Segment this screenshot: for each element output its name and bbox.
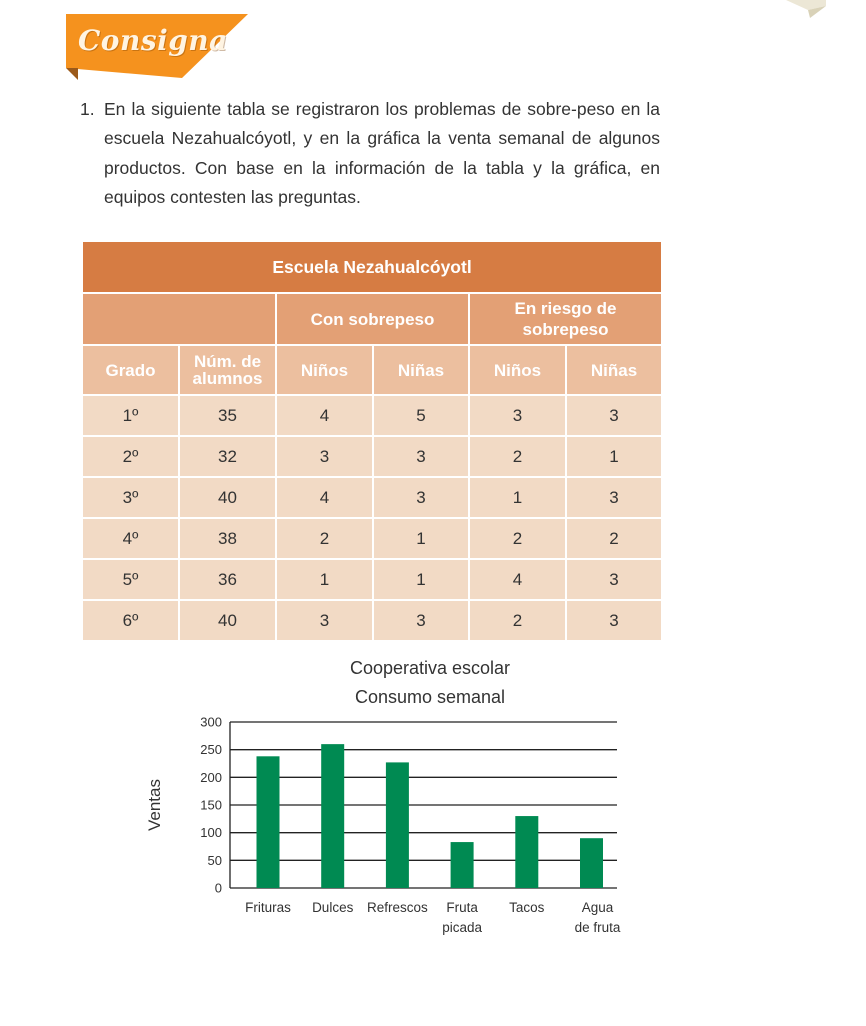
column-header-girls-risk: Niñas	[566, 345, 662, 395]
x-tick-label: Refrescos	[367, 900, 428, 915]
table-cell: 3	[373, 436, 469, 477]
table-cell: 2	[469, 600, 566, 641]
overweight-table	[81, 240, 663, 642]
table-cell: 5º	[82, 559, 179, 600]
chart-subtitle: Consumo semanal	[354, 687, 506, 707]
table-cell: 32	[179, 436, 276, 477]
column-header-boys-overweight: Niños	[276, 345, 373, 395]
table-cell: 2	[276, 518, 373, 559]
x-tick-label: Frituras	[245, 900, 291, 915]
bar	[515, 816, 538, 888]
y-tick-label: 100	[200, 825, 222, 841]
chart-title: Cooperativa escolar	[349, 658, 511, 678]
x-tick-label: Fruta	[446, 900, 478, 915]
page-corner-decoration	[786, 0, 826, 18]
table-cell: 3	[276, 600, 373, 641]
bar	[321, 744, 344, 888]
bar	[580, 838, 603, 888]
table-row	[82, 559, 662, 600]
banner-label: Consigna	[78, 24, 228, 57]
table-cell: 38	[179, 518, 276, 559]
y-tick-label: 150	[200, 797, 222, 813]
table-cell: 1	[469, 477, 566, 518]
table-cell: 36	[179, 559, 276, 600]
table-cell: 4º	[82, 518, 179, 559]
bar	[451, 842, 474, 888]
table-cell: 3	[566, 395, 662, 436]
y-tick-label: 250	[200, 742, 222, 758]
column-header-boys-risk: Niños	[469, 345, 566, 395]
x-tick-label: picada	[442, 920, 482, 935]
column-header-girls-overweight: Niñas	[373, 345, 469, 395]
bar	[257, 756, 280, 888]
x-tick-label: Dulces	[312, 900, 354, 915]
table-group-overweight: Con sobrepeso	[276, 293, 469, 345]
x-tick-label: de fruta	[574, 920, 621, 935]
instruction-text: En la siguiente tabla se registraron los problemas de sobre-peso en la escuela Nezahualcóyotl, y en la gráfica la venta semanal de algunos productos. Con base en la información de la tabla y la gráfica, en equipos contesten las preguntas.	[104, 99, 660, 207]
y-axis-label: Ventas	[145, 779, 164, 831]
table-cell: 2	[469, 518, 566, 559]
table-cell: 1	[373, 518, 469, 559]
table-cell: 3	[469, 395, 566, 436]
table-title: Escuela Nezahualcóyotl	[82, 241, 662, 293]
table-cell: 3	[566, 477, 662, 518]
table-row	[82, 518, 662, 559]
table-cell: 3	[566, 600, 662, 641]
x-tick-label: Tacos	[509, 900, 545, 915]
table-row	[82, 600, 662, 641]
x-tick-label: Agua	[581, 900, 614, 915]
table-cell: 40	[179, 600, 276, 641]
column-header-students: Núm. de alumnos	[179, 345, 276, 395]
table-cell: 35	[179, 395, 276, 436]
table-cell: 1º	[82, 395, 179, 436]
table-cell: 2º	[82, 436, 179, 477]
table-cell: 6º	[82, 600, 179, 641]
table-cell: 5	[373, 395, 469, 436]
table-cell: 2	[566, 518, 662, 559]
table-cell: 4	[276, 477, 373, 518]
instruction-number: 1.	[80, 99, 95, 119]
table-cell: 3º	[82, 477, 179, 518]
table-cell: 40	[179, 477, 276, 518]
bar	[386, 762, 409, 888]
table-row	[82, 436, 662, 477]
y-tick-label: 200	[200, 769, 222, 785]
y-tick-label: 0	[214, 880, 222, 896]
table-group-blank	[82, 293, 276, 345]
column-header-grade: Grado	[82, 345, 179, 395]
table-cell: 3	[373, 477, 469, 518]
table-row	[82, 395, 662, 436]
sales-bar-chart	[130, 712, 640, 944]
y-tick-label: 50	[207, 852, 222, 868]
instruction-paragraph	[80, 95, 660, 212]
table-cell: 2	[469, 436, 566, 477]
table-cell: 3	[276, 436, 373, 477]
y-tick-label: 300	[200, 714, 222, 730]
table-cell: 3	[373, 600, 469, 641]
table-cell: 1	[276, 559, 373, 600]
table-cell: 1	[373, 559, 469, 600]
table-cell: 4	[469, 559, 566, 600]
table-group-risk: En riesgo de sobrepeso	[469, 293, 662, 345]
table-cell: 4	[276, 395, 373, 436]
table-cell: 1	[566, 436, 662, 477]
table-row	[82, 477, 662, 518]
table-cell: 3	[566, 559, 662, 600]
